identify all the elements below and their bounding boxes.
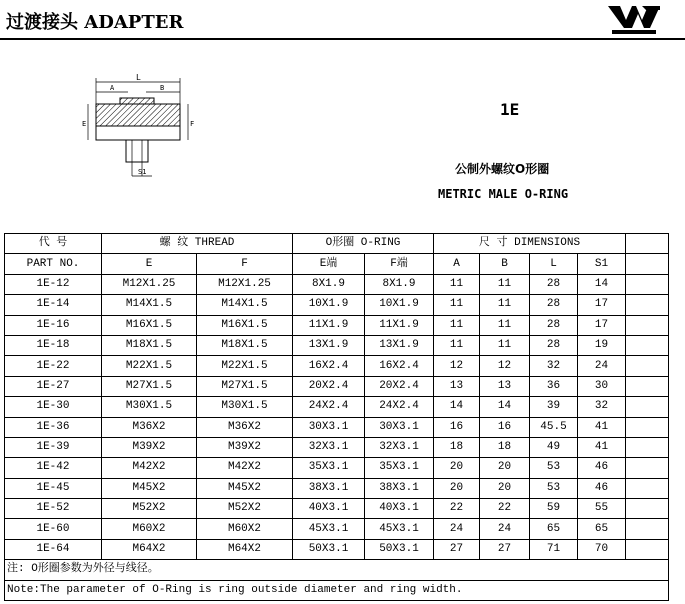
table-cell: 1E-64 — [5, 539, 102, 559]
table-cell: 41 — [578, 417, 626, 437]
header-code: 代 号 — [5, 234, 102, 254]
table-cell: M36X2 — [102, 417, 197, 437]
table-cell: 11 — [434, 335, 480, 355]
table-cell: 27 — [434, 539, 480, 559]
table-cell: 20 — [480, 458, 530, 478]
table-cell: 1E-42 — [5, 458, 102, 478]
table-cell: 1E-36 — [5, 417, 102, 437]
table-cell-blank — [626, 519, 669, 539]
table-cell: 16X2.4 — [293, 356, 365, 376]
product-code: 1E — [500, 100, 520, 119]
table-cell: M36X2 — [197, 417, 293, 437]
table-cell: 8X1.9 — [365, 274, 434, 294]
table-cell: 11 — [434, 295, 480, 315]
table-cell: 20 — [434, 458, 480, 478]
table-cell-blank — [626, 315, 669, 335]
table-cell: 1E-16 — [5, 315, 102, 335]
table-cell: M52X2 — [197, 499, 293, 519]
table-cell: 16X2.4 — [365, 356, 434, 376]
header-oring: O形圈 O-RING — [293, 234, 434, 254]
table-cell: 28 — [530, 335, 578, 355]
table-cell-blank — [626, 295, 669, 315]
product-name-cn: 公制外螺纹O形圈 — [455, 162, 550, 176]
table-cell: 1E-39 — [5, 437, 102, 457]
drawing-label-f: F — [190, 120, 195, 128]
table-cell: 24 — [578, 356, 626, 376]
table-cell: 18 — [434, 437, 480, 457]
table-cell: M16X1.5 — [102, 315, 197, 335]
table-cell: M60X2 — [102, 519, 197, 539]
drawing-label-e: E — [82, 120, 87, 128]
table-cell-blank — [626, 417, 669, 437]
table-cell: M42X2 — [102, 458, 197, 478]
table-cell: 18 — [480, 437, 530, 457]
table-cell: 59 — [530, 499, 578, 519]
table-cell-blank — [626, 356, 669, 376]
table-cell: 49 — [530, 437, 578, 457]
table-cell-blank — [626, 335, 669, 355]
table-cell: 11 — [434, 315, 480, 335]
table-cell: 16 — [480, 417, 530, 437]
table-cell: 38X3.1 — [293, 478, 365, 498]
drawing-label-l: L — [136, 73, 141, 82]
table-cell: 45.5 — [530, 417, 578, 437]
table-cell: 41 — [578, 437, 626, 457]
table-cell-blank — [626, 437, 669, 457]
drawing-label-a: A — [110, 84, 115, 92]
header-dim-a: A — [434, 254, 480, 274]
table-row — [5, 335, 669, 355]
table-row — [5, 356, 669, 376]
table-cell-blank — [626, 397, 669, 417]
table-cell: 45X3.1 — [365, 519, 434, 539]
table-cell: 22 — [434, 499, 480, 519]
table-cell: M14X1.5 — [197, 295, 293, 315]
table-cell: 11 — [434, 274, 480, 294]
table-cell: 11X1.9 — [293, 315, 365, 335]
header-dimensions: 尺 寸 DIMENSIONS — [434, 234, 626, 254]
adapter-drawing — [80, 72, 220, 187]
header-oring-e: E端 — [293, 254, 365, 274]
table-cell: 8X1.9 — [293, 274, 365, 294]
table-row — [5, 417, 669, 437]
table-cell-blank — [626, 274, 669, 294]
table-cell: 10X1.9 — [293, 295, 365, 315]
table-cell: 12 — [480, 356, 530, 376]
table-cell: 30 — [578, 376, 626, 396]
table-cell: M64X2 — [102, 539, 197, 559]
table-cell: 39 — [530, 397, 578, 417]
note-cn: 注: O形圈参数为外径与线径。 — [5, 560, 669, 580]
table-cell: 13X1.9 — [293, 335, 365, 355]
table-note-row — [5, 560, 669, 580]
table-cell: 24X2.4 — [293, 397, 365, 417]
table-cell-blank — [626, 478, 669, 498]
product-name-en: METRIC MALE O-RING — [438, 187, 569, 201]
table-cell: 24 — [480, 519, 530, 539]
table-row — [5, 458, 669, 478]
table-cell: 55 — [578, 499, 626, 519]
table-cell: M30X1.5 — [102, 397, 197, 417]
table-cell: 32X3.1 — [365, 437, 434, 457]
table-cell: 28 — [530, 295, 578, 315]
header — [0, 0, 685, 40]
table-cell: 13 — [480, 376, 530, 396]
table-row — [5, 539, 669, 559]
drawing-label-b: B — [160, 84, 165, 92]
table-cell: 45X3.1 — [293, 519, 365, 539]
table-cell: 1E-30 — [5, 397, 102, 417]
table-cell: 1E-18 — [5, 335, 102, 355]
table-cell: 1E-52 — [5, 499, 102, 519]
table-cell: 35X3.1 — [365, 458, 434, 478]
table-cell: M14X1.5 — [102, 295, 197, 315]
table-cell: 11 — [480, 315, 530, 335]
company-logo — [606, 2, 662, 36]
table-header-row-1 — [5, 234, 669, 254]
table-cell: 1E-45 — [5, 478, 102, 498]
header-dim-b: B — [480, 254, 530, 274]
header-oring-f: F端 — [365, 254, 434, 274]
table-cell: 20X2.4 — [365, 376, 434, 396]
table-cell: M60X2 — [197, 519, 293, 539]
table-cell-blank — [626, 376, 669, 396]
header-dim-s1: S1 — [578, 254, 626, 274]
table-cell: M64X2 — [197, 539, 293, 559]
note-en: Note:The parameter of O-Ring is ring outside diameter and ring width. — [5, 580, 669, 600]
table-cell: 35X3.1 — [293, 458, 365, 478]
table-row — [5, 274, 669, 294]
table-header-row-2 — [5, 254, 669, 274]
table-cell: M39X2 — [102, 437, 197, 457]
table-note-row — [5, 580, 669, 600]
table-cell-blank — [626, 539, 669, 559]
table-cell-blank — [626, 499, 669, 519]
table-cell: 28 — [530, 274, 578, 294]
table-cell: 53 — [530, 458, 578, 478]
table-cell: 17 — [578, 295, 626, 315]
table-cell: 32 — [578, 397, 626, 417]
table-cell: 20X2.4 — [293, 376, 365, 396]
table-row — [5, 315, 669, 335]
table-cell: M12X1.25 — [102, 274, 197, 294]
table-row — [5, 376, 669, 396]
table-cell: 12 — [434, 356, 480, 376]
table-row — [5, 499, 669, 519]
table-cell: 11X1.9 — [365, 315, 434, 335]
table-cell: M18X1.5 — [102, 335, 197, 355]
table-cell: 32 — [530, 356, 578, 376]
table-row — [5, 519, 669, 539]
table-cell: 30X3.1 — [293, 417, 365, 437]
page-title: 过渡接头 ADAPTER — [6, 12, 184, 33]
table-cell: 20 — [434, 478, 480, 498]
table-cell: M42X2 — [197, 458, 293, 478]
table-cell: M12X1.25 — [197, 274, 293, 294]
table-cell: 11 — [480, 295, 530, 315]
header-thread-f: F — [197, 254, 293, 274]
header-blank — [626, 254, 669, 274]
table-row — [5, 478, 669, 498]
table-cell: 40X3.1 — [365, 499, 434, 519]
table-cell: 10X1.9 — [365, 295, 434, 315]
table-cell: 30X3.1 — [365, 417, 434, 437]
table-cell: M22X1.5 — [102, 356, 197, 376]
table-row — [5, 397, 669, 417]
dimensions-table — [4, 233, 669, 601]
table-cell: 36 — [530, 376, 578, 396]
table-cell: M30X1.5 — [197, 397, 293, 417]
drawing-label-s1: S1 — [138, 168, 147, 176]
table-cell: 13 — [434, 376, 480, 396]
table-cell: 20 — [480, 478, 530, 498]
table-cell: 14 — [434, 397, 480, 417]
table-cell: 27 — [480, 539, 530, 559]
table-cell-blank — [626, 458, 669, 478]
table-cell: M52X2 — [102, 499, 197, 519]
table-row — [5, 295, 669, 315]
header-thread-e: E — [102, 254, 197, 274]
table-row — [5, 437, 669, 457]
table-cell: M27X1.5 — [197, 376, 293, 396]
table-cell: M22X1.5 — [197, 356, 293, 376]
table-cell: 28 — [530, 315, 578, 335]
table-cell: 1E-60 — [5, 519, 102, 539]
table-cell: 70 — [578, 539, 626, 559]
table-cell: 53 — [530, 478, 578, 498]
table-cell: 24X2.4 — [365, 397, 434, 417]
header-dim-l: L — [530, 254, 578, 274]
table-cell: 11 — [480, 274, 530, 294]
table-cell: 71 — [530, 539, 578, 559]
table-cell: 46 — [578, 478, 626, 498]
table-cell: 24 — [434, 519, 480, 539]
table-cell: 17 — [578, 315, 626, 335]
table-cell: 65 — [578, 519, 626, 539]
table-cell: 40X3.1 — [293, 499, 365, 519]
table-cell: 14 — [480, 397, 530, 417]
table-cell: M39X2 — [197, 437, 293, 457]
table-cell: 16 — [434, 417, 480, 437]
header-part-no: PART NO. — [5, 254, 102, 274]
table-cell: 65 — [530, 519, 578, 539]
table-cell: M16X1.5 — [197, 315, 293, 335]
table-cell: 38X3.1 — [365, 478, 434, 498]
table-cell: 22 — [480, 499, 530, 519]
table-cell: 14 — [578, 274, 626, 294]
header-blank — [626, 234, 669, 254]
table-cell: M45X2 — [197, 478, 293, 498]
table-cell: 11 — [480, 335, 530, 355]
table-cell: 50X3.1 — [365, 539, 434, 559]
table-cell: M18X1.5 — [197, 335, 293, 355]
table-cell: M45X2 — [102, 478, 197, 498]
table-cell: 19 — [578, 335, 626, 355]
table-cell: 1E-14 — [5, 295, 102, 315]
table-cell: 50X3.1 — [293, 539, 365, 559]
table-cell: 46 — [578, 458, 626, 478]
table-cell: 32X3.1 — [293, 437, 365, 457]
table-cell: 1E-12 — [5, 274, 102, 294]
table-cell: M27X1.5 — [102, 376, 197, 396]
header-thread: 螺 纹 THREAD — [102, 234, 293, 254]
header-rule — [0, 38, 685, 40]
table-cell: 13X1.9 — [365, 335, 434, 355]
table-cell: 1E-22 — [5, 356, 102, 376]
table-cell: 1E-27 — [5, 376, 102, 396]
